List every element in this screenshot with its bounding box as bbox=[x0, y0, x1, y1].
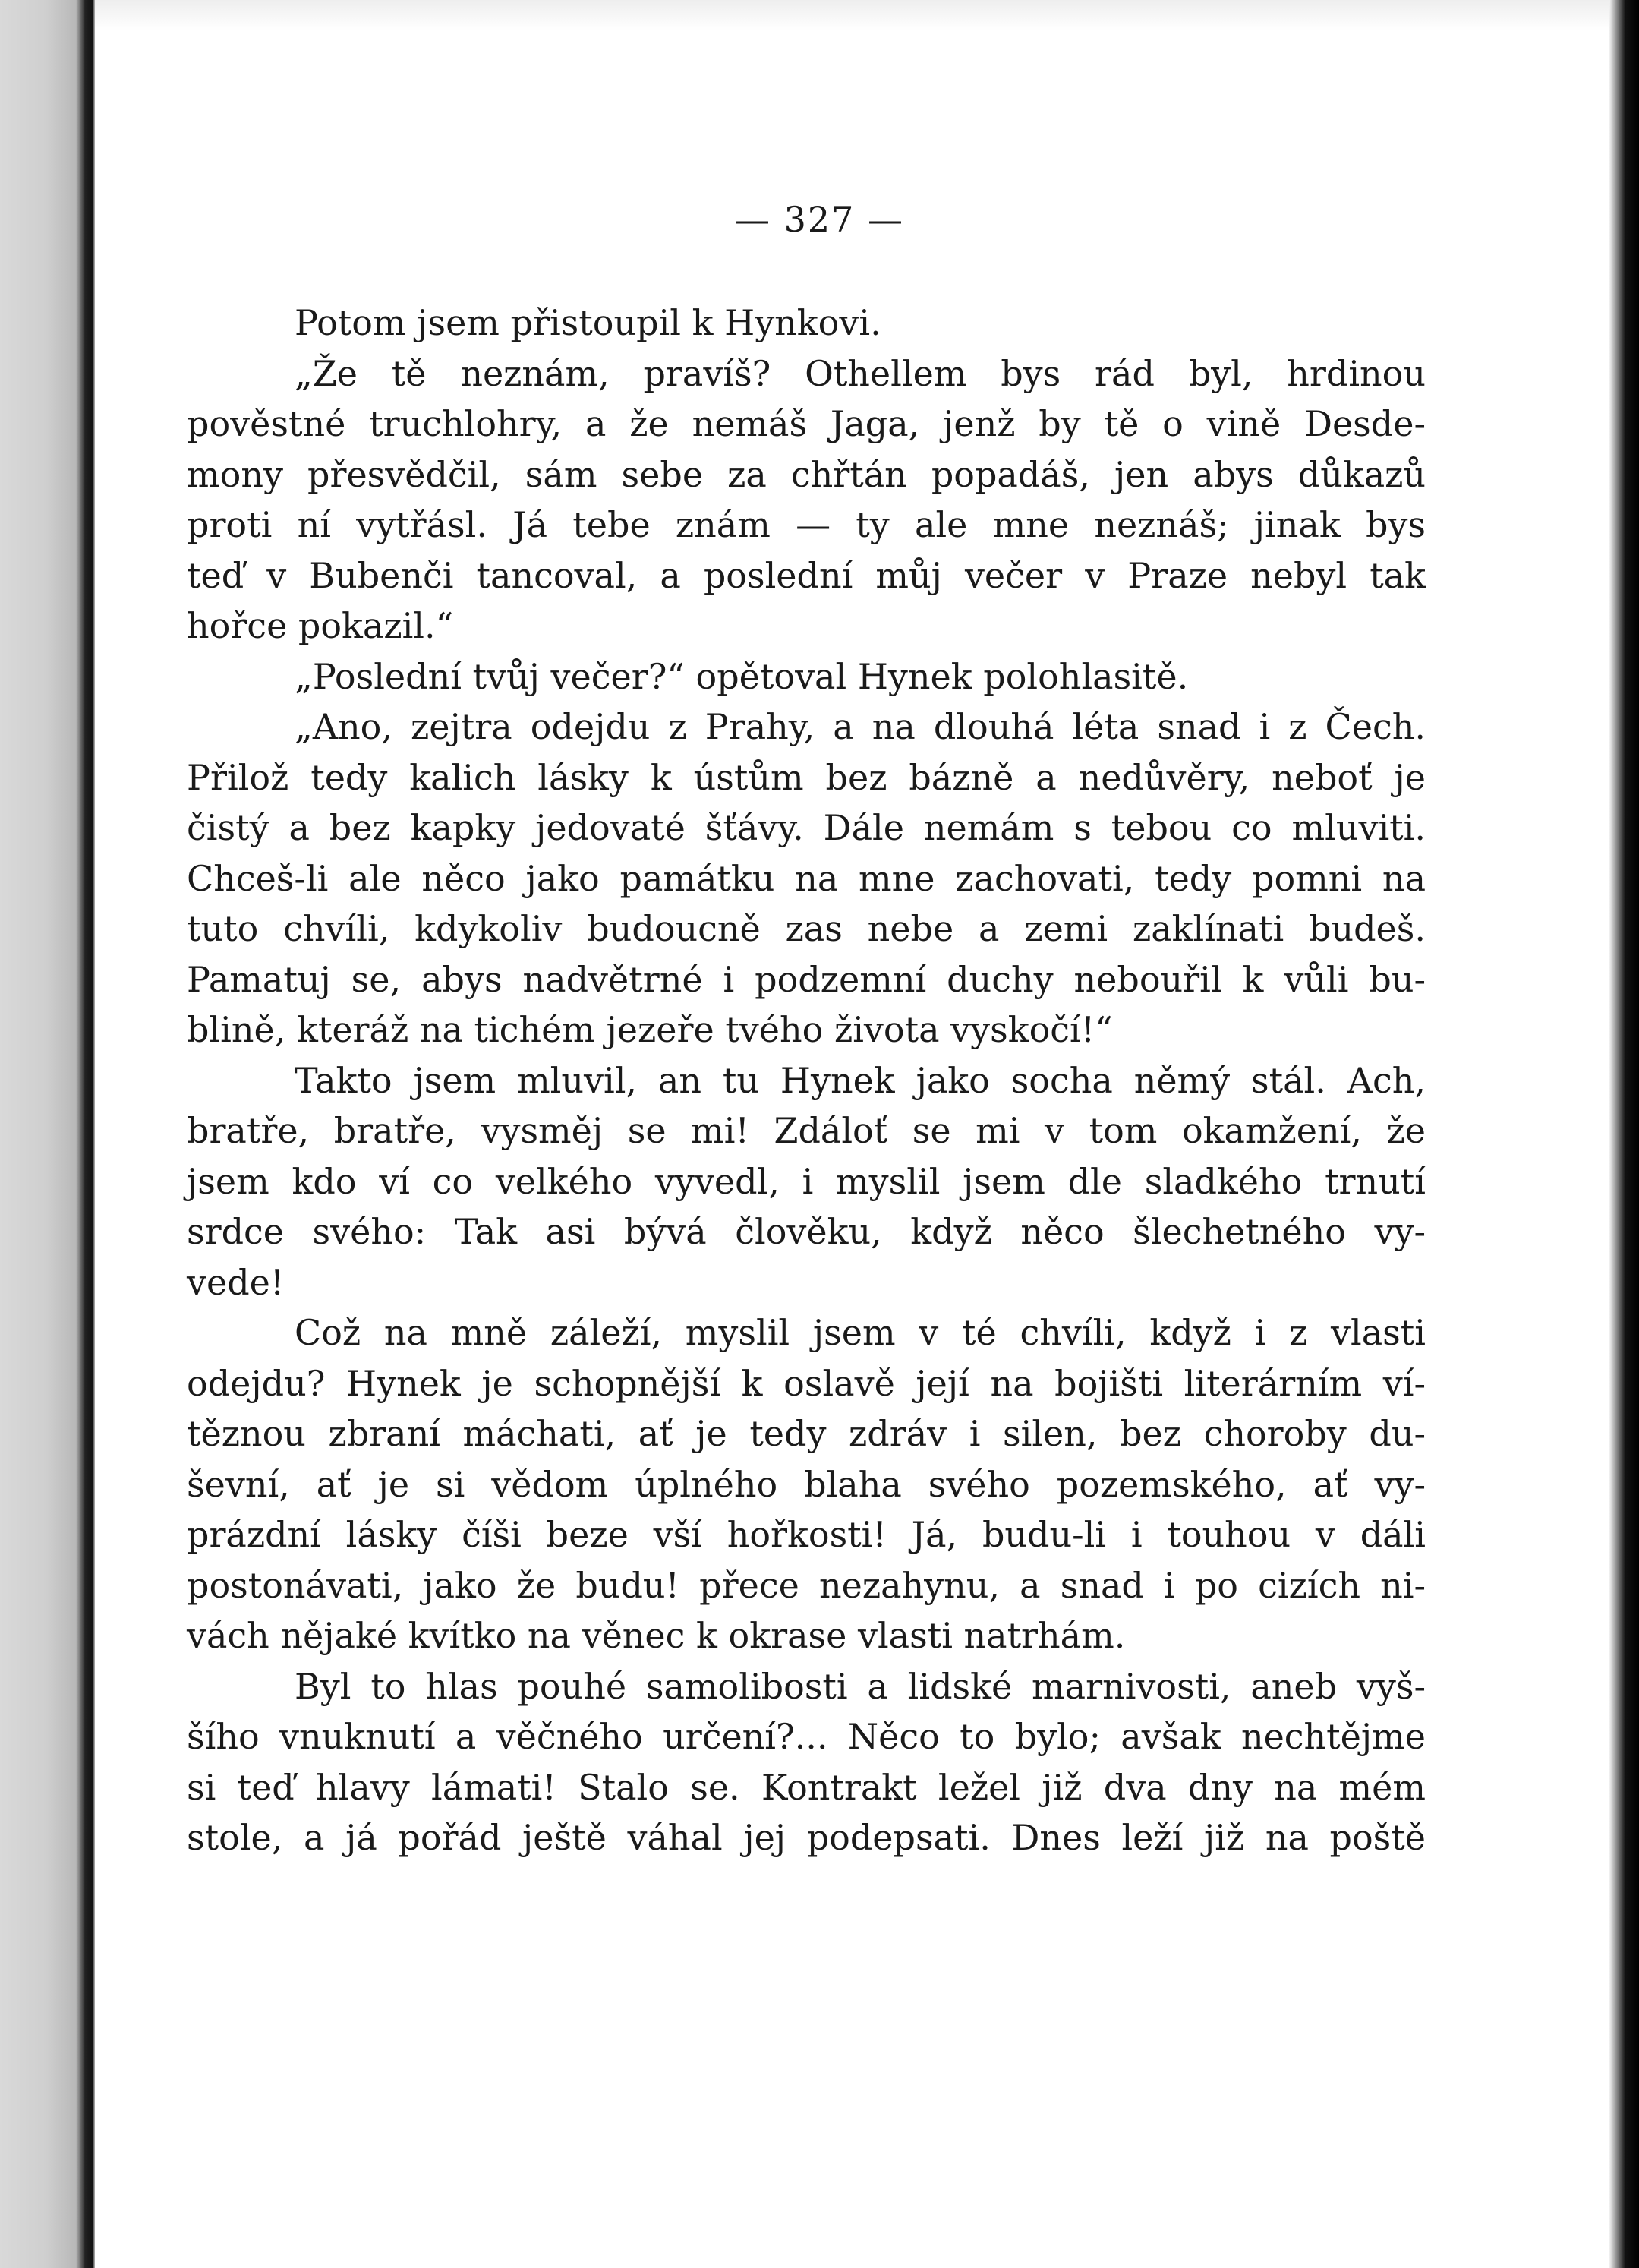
text-line: Potom jsem přistoupil k Hynkovi. bbox=[295, 302, 881, 343]
text-line: mony přesvědčil, sám sebe za chřtán popadáš, jen abys důkazů bbox=[187, 453, 1426, 495]
text-line: čistý a bez kapky jedovaté šťávy. Dále nemám s tebou co mluviti. bbox=[187, 807, 1426, 848]
text-line: jsem kdo ví co velkého vyvedl, i myslil jsem dle sladkého trnutí bbox=[187, 1160, 1426, 1202]
paragraph bbox=[187, 651, 1426, 702]
text-line: vách nějaké kvítko na věnec k okrase vlasti natrhám. bbox=[187, 1615, 1126, 1656]
text-line: srdce svého: Tak asi bývá člověku, když něco šlechetného vy- bbox=[187, 1211, 1426, 1252]
text-line: prázdní lásky číši beze vší hořkosti! Já, budu-li i touhou v dáli bbox=[187, 1514, 1426, 1555]
paragraph bbox=[187, 349, 1426, 651]
text-line: „Ano, zejtra odejdu z Prahy, a na dlouhá léta snad i z Čech. bbox=[295, 706, 1426, 747]
paragraph bbox=[187, 1661, 1426, 1863]
text-line: odejdu? Hynek je schopnější k oslavě její na bojišti literárním ví- bbox=[187, 1362, 1426, 1404]
text-line: si teď hlavy lámati! Stalo se. Kontrakt ležel již dva dny na mém bbox=[187, 1766, 1426, 1808]
paragraph bbox=[187, 1307, 1426, 1661]
page-top-shadow bbox=[95, 0, 1639, 30]
page-binding-edge bbox=[0, 0, 95, 2268]
text-line: teď v Bubenči tancoval, a poslední můj večer v Praze nebyl tak bbox=[187, 554, 1426, 596]
text-line: „Poslední tvůj večer?“ opětoval Hynek polohlasitě. bbox=[295, 655, 1189, 697]
text-line: blině, kteráž na tichém jezeře tvého života vyskočí!“ bbox=[187, 1009, 1113, 1050]
text-line: „Že tě neznám, pravíš? Othellem bys rád byl, hrdinou bbox=[295, 352, 1426, 394]
text-line: šího vnuknutí a věčného určení?... Něco to bylo; avšak nechtějme bbox=[187, 1716, 1426, 1757]
text-line: Přilož tedy kalich lásky k ústům bez bázně a nedůvěry, neboť je bbox=[187, 756, 1426, 798]
paragraph bbox=[187, 298, 1426, 349]
text-line: těznou zbraní máchati, ať je tedy zdráv i silen, bez choroby du- bbox=[187, 1413, 1426, 1454]
paragraph bbox=[187, 1055, 1426, 1308]
paragraph bbox=[187, 702, 1426, 1055]
body-text bbox=[187, 298, 1426, 1863]
text-line: Takto jsem mluvil, an tu Hynek jako socha němý stál. Ach, bbox=[295, 1059, 1426, 1101]
text-line: Byl to hlas pouhé samolibosti a lidské marnivosti, aneb vyš- bbox=[295, 1665, 1426, 1707]
text-line: Chceš-li ale něco jako památku na mne zachovati, tedy pomni na bbox=[187, 857, 1426, 899]
text-line: vede! bbox=[187, 1261, 285, 1303]
text-line: Pamatuj se, abys nadvětrné i podzemní duchy nebouřil k vůli bu- bbox=[187, 958, 1426, 1000]
page-right-edge bbox=[1609, 0, 1639, 2268]
text-line: Což na mně záleží, myslil jsem v té chvíli, když i z vlasti bbox=[295, 1312, 1426, 1353]
text-line: postonávati, jako že budu! přece nezahynu, a snad i po cizích ni- bbox=[187, 1564, 1426, 1606]
text-line: tuto chvíli, kdykoliv budoucně zas nebe a zemi zaklínati budeš. bbox=[187, 908, 1426, 949]
text-line: ševní, ať je si vědom úplného blaha svého pozemského, ať vy- bbox=[187, 1463, 1426, 1505]
text-line: hořce pokazil.“ bbox=[187, 605, 454, 646]
text-line: bratře, bratře, vysměj se mi! Zdáloť se mi v tom okamžení, že bbox=[187, 1110, 1426, 1151]
text-line: proti ní vytřásl. Já tebe znám — ty ale mne neznáš; jinak bys bbox=[187, 504, 1426, 545]
text-line: stole, a já pořád ještě váhal jej podepsati. Dnes leží již na poště bbox=[187, 1817, 1426, 1858]
text-line: pověstné truchlohry, a že nemáš Jaga, jenž by tě o vině Desde- bbox=[187, 403, 1426, 444]
page-number: — 327 — bbox=[734, 199, 905, 240]
